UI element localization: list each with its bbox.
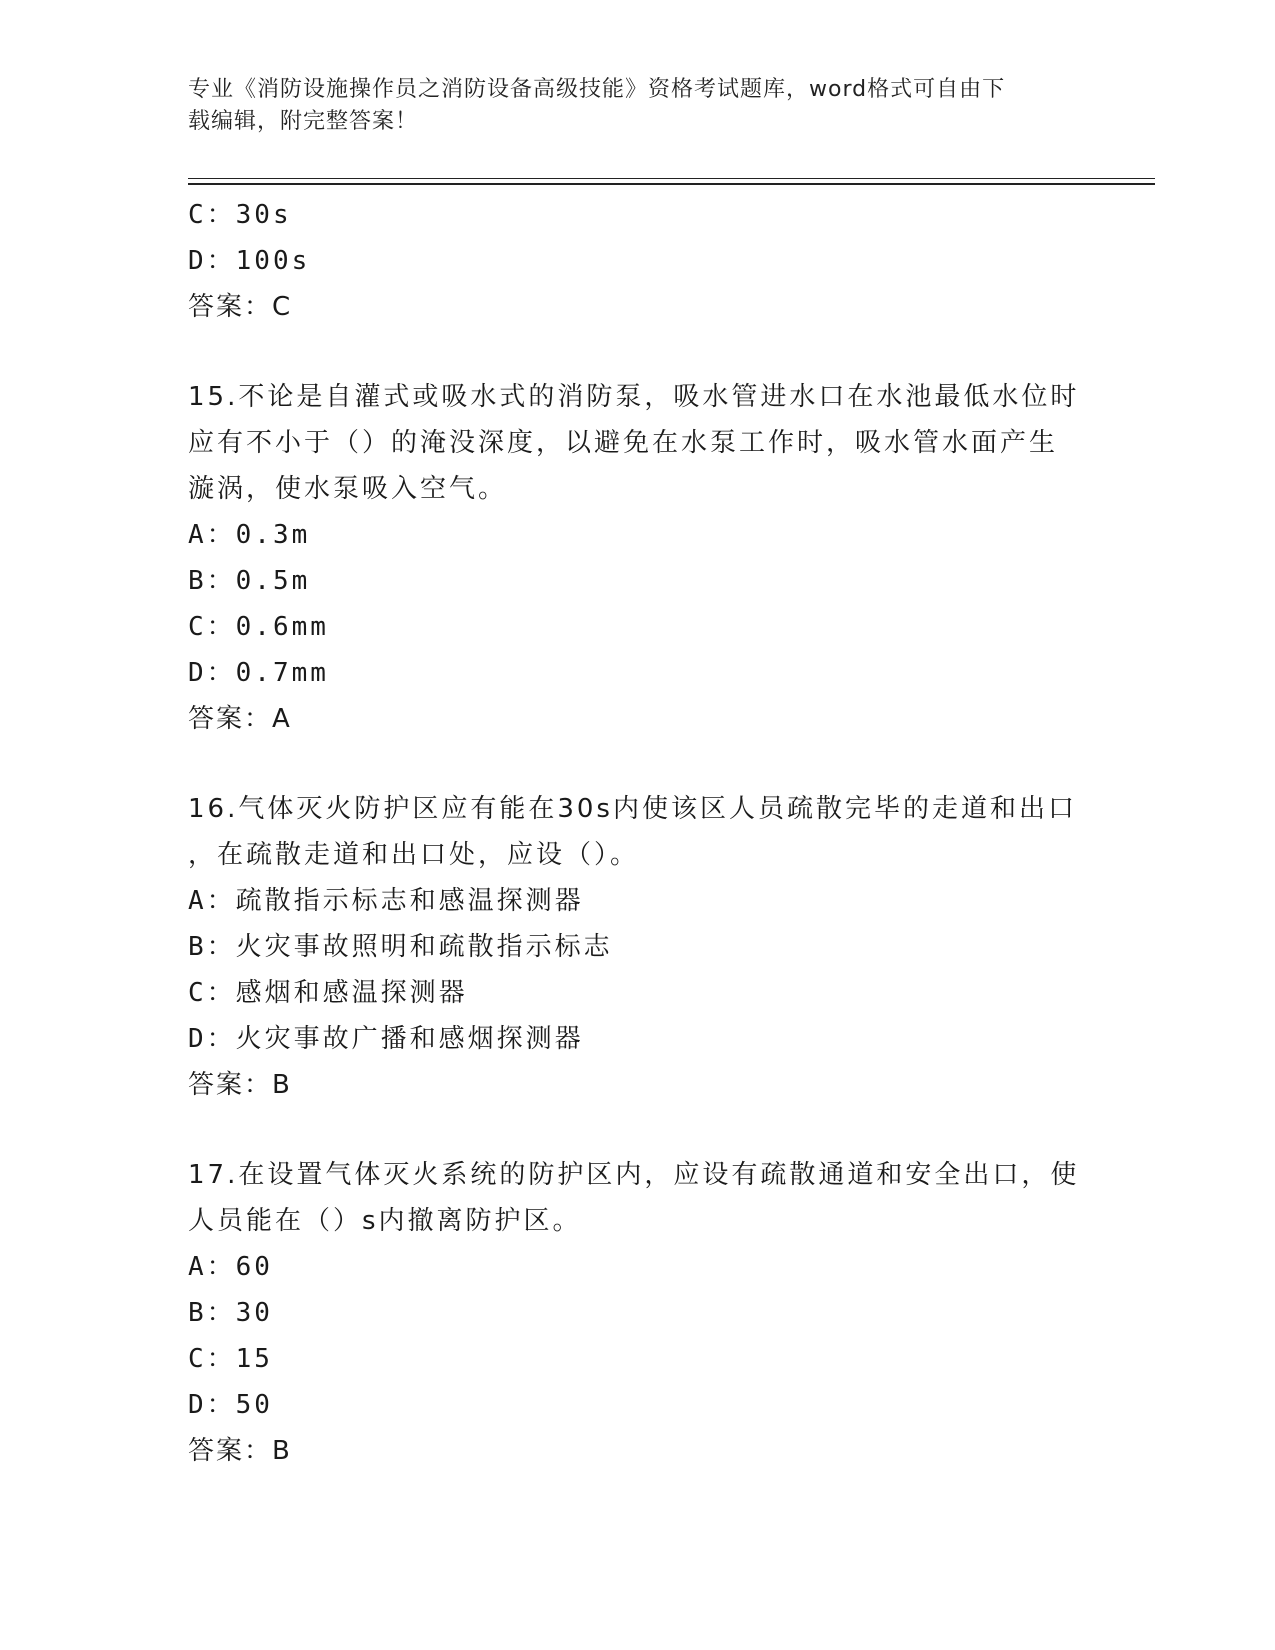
option-a: A：0.3m bbox=[188, 520, 311, 550]
question-text bbox=[188, 1152, 1088, 1244]
option-d: D：50 bbox=[188, 1390, 273, 1420]
answer-label: 答案：C bbox=[188, 292, 293, 322]
option-d: D：0.7mm bbox=[188, 658, 329, 688]
spacer bbox=[188, 330, 1088, 374]
answer-label: 答案：A bbox=[188, 704, 292, 734]
option-d: D：火灾事故广播和感烟探测器 bbox=[188, 1024, 584, 1054]
question-line: ，在疏散走道和出口处，应设（）。 bbox=[188, 840, 640, 870]
option-b: B：火灾事故照明和疏散指示标志 bbox=[188, 932, 613, 962]
option-c: C：0.6mm bbox=[188, 612, 329, 642]
option-c: C：30s bbox=[188, 200, 292, 230]
header-line-1: 专业《消防设施操作员之消防设备高级技能》资格考试题库，word格式可自由下 bbox=[188, 77, 1006, 102]
question-line: 人员能在（）s内撤离防护区。 bbox=[188, 1206, 582, 1236]
question-line: 16.气体灭火防护区应有能在30s内使该区人员疏散完毕的走道和出口 bbox=[188, 794, 1077, 824]
option-b: B：30 bbox=[188, 1298, 273, 1328]
question-line: 应有不小于（）的淹没深度，以避免在水泵工作时，吸水管水面产生 bbox=[188, 428, 1059, 458]
option-c: C：15 bbox=[188, 1344, 273, 1374]
question-text bbox=[188, 786, 1088, 878]
option-d: D：100s bbox=[188, 246, 311, 276]
question-15 bbox=[188, 374, 1088, 742]
spacer bbox=[188, 742, 1088, 786]
question-text bbox=[188, 374, 1088, 512]
question-14-tail bbox=[188, 192, 1088, 330]
question-line: 15.不论是自灌式或吸水式的消防泵，吸水管进水口在水池最低水位时 bbox=[188, 382, 1080, 412]
spacer bbox=[188, 1108, 1088, 1152]
option-c: C：感烟和感温探测器 bbox=[188, 978, 468, 1008]
question-line: 漩涡，使水泵吸入空气。 bbox=[188, 474, 508, 504]
option-b: B：0.5m bbox=[188, 566, 311, 596]
option-a: A：60 bbox=[188, 1252, 273, 1282]
header-line-2: 载编辑，附完整答案！ bbox=[188, 109, 419, 134]
page-header bbox=[188, 74, 1088, 138]
question-17 bbox=[188, 1152, 1088, 1474]
answer-label: 答案：B bbox=[188, 1436, 292, 1466]
option-a: A：疏散指示标志和感温探测器 bbox=[188, 886, 584, 916]
answer-label: 答案：B bbox=[188, 1070, 292, 1100]
question-list bbox=[188, 192, 1088, 1474]
question-line: 17.在设置气体灭火系统的防护区内，应设有疏散通道和安全出口，使 bbox=[188, 1160, 1080, 1190]
question-16 bbox=[188, 786, 1088, 1108]
header-divider bbox=[188, 178, 1155, 185]
